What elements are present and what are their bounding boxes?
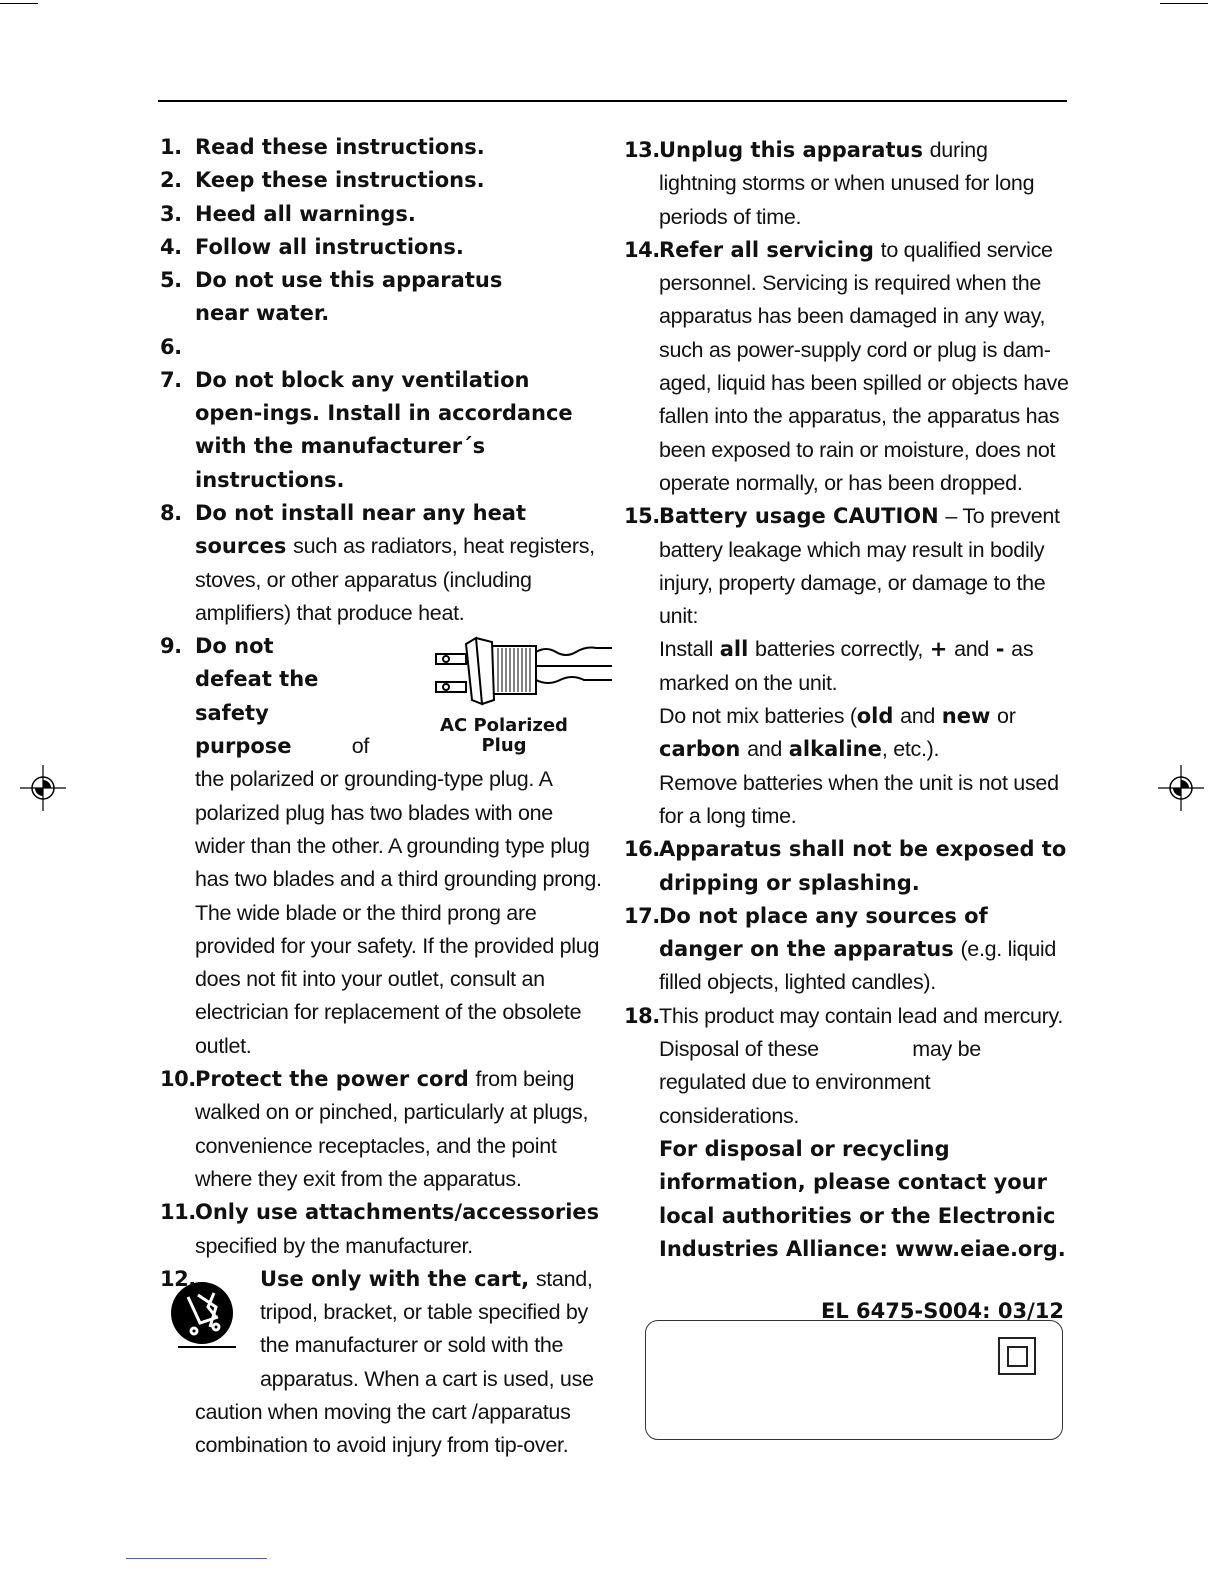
item-text: This product may contain lead and mercury. Disposal of these bbox=[659, 1003, 1064, 1062]
footer-link-underline bbox=[126, 1558, 267, 1559]
instruction-item-3: 3. Heed all warnings. bbox=[160, 201, 416, 226]
instruction-item-17: 17. Do not place any sources of danger on the apparatus (e.g. liquid filled objects, lighted candles). bbox=[624, 903, 1057, 995]
item-text: such as radiators, heat registers, stoves, or other apparatus (including amplifiers) that produce heat. bbox=[195, 534, 595, 625]
instruction-item-1: 1. Read these instructions. bbox=[160, 135, 485, 159]
item-text: from being walked on or pinched, particularly at plugs, convenience receptacles, and the point where they exit from the apparatus. bbox=[195, 1067, 589, 1191]
battery-mix-line: Do not mix batteries (old and new or carbon and alkaline, etc.). bbox=[659, 704, 1016, 762]
disposal-info: For disposal or recycling information, please contact your local authorities or the Electronic Industries Alliance: www.eiae.org. bbox=[659, 1136, 1066, 1261]
item-bold: Do not place any sources of danger on the apparatus bbox=[659, 903, 988, 962]
instruction-item-13: 13. Unplug this apparatus during lightning storms or when unused for long periods of time. bbox=[624, 138, 1035, 229]
double-insulation-icon bbox=[998, 1337, 1036, 1375]
item-bold: Do not use this apparatus near water. bbox=[195, 268, 503, 326]
instruction-item-15: 15. Battery usage CAUTION – To prevent battery leakage which may result in bodily injury, property damage, or damage to the unit: Install all batteries correctly, + and - as marked on the unit. Do not mix batteries (old and new or carbon and alkaline, etc.). Remove batteries when the unit is not used for a long time. bbox=[624, 500, 1070, 833]
instruction-item-9: 9. AC Polarized Plug Do not defeat the safety purpose of the polarized or grounding-type plug. A polarized plug has two blades with one wider than the other. A grounding type plug has two blades and a third grounding prong. The wide blade or the third prong are provided for your safety. If the provided plug does not fit into your outlet, consult an electrician for replacement of the obsolete outlet. bbox=[160, 630, 604, 1063]
document-code: EL 6475-S004: 03/12 bbox=[821, 1299, 1064, 1324]
item-bold: Do not block any ventilation open-ings. Install in accordance with the manufacturer´s instructions. bbox=[195, 367, 573, 492]
item-bold: Only use attachments/accessories bbox=[195, 1200, 600, 1225]
instruction-item-14: 14. Refer all servicing to qualified service personnel. Servicing is required when the apparatus has been damaged in any way, such as power-supply cord or plug is dam-aged, liquid has been spilled or objects have fallen into the apparatus, the apparatus has been exposed to rain or moisture, does not operate normally, or has been dropped. bbox=[624, 237, 1069, 495]
instruction-item-11: 11. Only use attachments/accessories specified by the manufacturer. bbox=[160, 1200, 600, 1258]
item-bold: Follow all instructions. bbox=[195, 234, 464, 259]
instruction-item-6: 6. bbox=[160, 334, 182, 359]
instruction-item-16: 16. Apparatus shall not be exposed to dripping or splashing. bbox=[624, 837, 1067, 895]
item-text: to qualified service personnel. Servicing is required when the apparatus has been damaged in any way, such as power-supply cord or plug is dam-aged, liquid has been spilled or objects have fallen into the apparatus, the apparatus has been exposed to rain or moisture, does not operate normally, or has been dropped. bbox=[659, 237, 1069, 495]
item-bold: Protect the power cord bbox=[195, 1067, 469, 1092]
crop-mark-top-left bbox=[0, 3, 38, 4]
instruction-item-10: 10. Protect the power cord from being walked on or pinched, particularly at plugs, convenience receptacles, and the point where they exit from the apparatus. bbox=[160, 1067, 589, 1191]
battery-remove-line: Remove batteries when the unit is not used for a long time. bbox=[659, 770, 1059, 828]
plug-caption: AC Polarized Plug bbox=[440, 715, 568, 757]
registration-mark-left-icon bbox=[20, 765, 66, 811]
item-text: during lightning storms or when unused for long periods of time. bbox=[659, 138, 1035, 229]
item-text: (e.g. liquid filled objects, lighted candles). bbox=[659, 937, 1057, 995]
item-bold: Do not install near any heat sources bbox=[195, 500, 527, 559]
left-column bbox=[160, 131, 604, 1463]
instruction-item-18: 18. This product may contain lead and mercury. Disposal of these may be regulated due to environment considerations. For disposal or recycling information, please contact your local authorities or the Electronic Industries Alliance: www.eiae.org. bbox=[624, 1000, 1070, 1266]
item-text: of the polarized or grounding-type plug. A polarized plug has two blades with one wider than the other. A grounding type plug has two blades and a third grounding prong. The wide blade or the third prong are provided for your safety. If the provided plug does not fit into your outlet, consult an electrician for replacement of the obsolete outlet. bbox=[195, 734, 602, 1058]
class-ii-box bbox=[645, 1320, 1063, 1440]
polarized-plug-icon bbox=[434, 632, 614, 708]
crop-mark-top-right bbox=[1160, 3, 1208, 4]
item-bold: Do not defeat the safety purpose bbox=[195, 634, 319, 759]
item-text: stand, tripod, bracket, or table specified by the manufacturer or sold with the apparatus. When a cart is used, use caution when moving the cart /apparatus combination to avoid injury from tip-over. bbox=[195, 1266, 594, 1458]
instruction-item-5: 5. Do not use this apparatus near water. bbox=[160, 268, 503, 326]
instruction-item-2: 2. Keep these instructions. bbox=[160, 168, 485, 193]
battery-install-line: Install all batteries correctly, + and - as marked on the unit. bbox=[659, 637, 1034, 695]
item-text: – To prevent battery leakage which may result in bodily injury, property damage, or damage to the unit: bbox=[659, 504, 1060, 629]
item-bold: Unplug this apparatus bbox=[659, 138, 923, 162]
right-column bbox=[624, 134, 1070, 1323]
registration-mark-right-icon bbox=[1158, 765, 1204, 811]
item-bold: Battery usage CAUTION bbox=[659, 504, 939, 529]
item-bold: Refer all servicing bbox=[659, 237, 874, 262]
item-bold: Keep these instructions. bbox=[195, 168, 485, 193]
item-bold: Heed all warnings. bbox=[195, 201, 416, 226]
plug-figure bbox=[404, 630, 604, 760]
item-text-2: may be regulated due to environment considerations. bbox=[659, 1037, 981, 1128]
item-text: specified by the manufacturer. bbox=[195, 1233, 473, 1258]
instruction-item-4: 4. Follow all instructions. bbox=[160, 234, 464, 259]
instruction-item-8: 8. Do not install near any heat sources such as radiators, heat registers, stoves, or other apparatus (including amplifiers) that produce heat. bbox=[160, 500, 595, 625]
item-bold: Read these instructions. bbox=[195, 135, 485, 159]
item-bold: Apparatus shall not be exposed to dripping or splashing. bbox=[659, 837, 1067, 895]
header-rule bbox=[158, 100, 1067, 102]
item-bold: Use only with the cart, bbox=[260, 1266, 530, 1291]
instruction-item-7: 7. Do not block any ventilation open-ings. Install in accordance with the manufacturer´s instructions. bbox=[160, 367, 573, 492]
instruction-item-12: 12. Use only with the cart, stand, tripod, bracket, or table specified by the manufacturer or sold with the apparatus. When a cart is used, use caution when moving the cart /apparatus combination to avoid injury from tip-over. bbox=[160, 1263, 604, 1463]
